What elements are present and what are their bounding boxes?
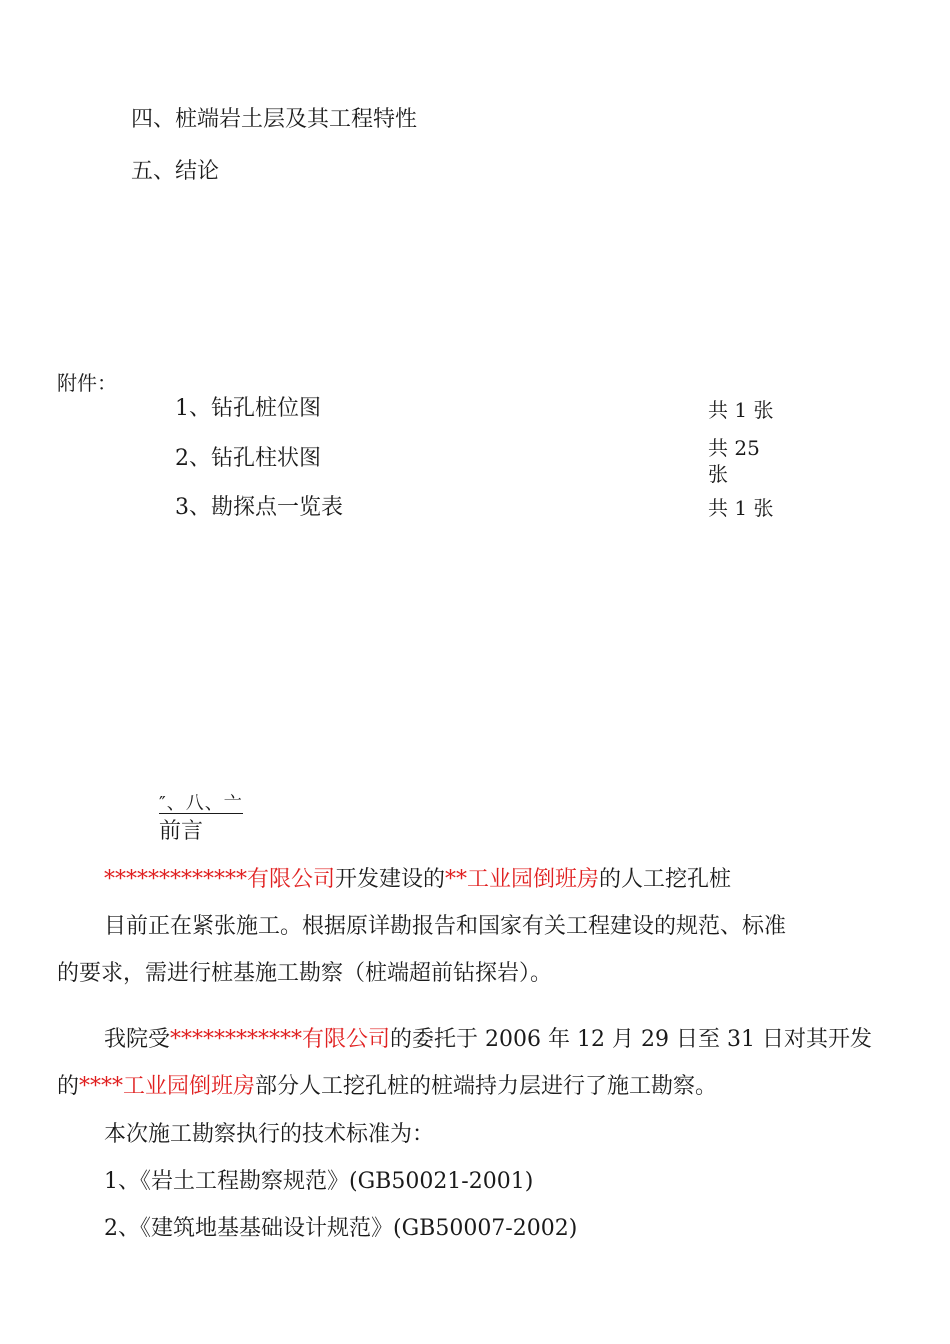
standard-item-2: 2、《建筑地基基础设计规范》(GB50007-2002) [104,1216,578,1241]
paragraph-text: 我院受 [104,1027,171,1052]
paragraph-text: 的 [57,1074,80,1099]
paragraph-text: 开发建设的 [335,867,446,892]
section-header-mark: ″、八、亠 [159,793,243,814]
paragraph-text: 部分人工挖孔桩的桩端持力层进行了施工勘察。 [255,1074,718,1099]
attachment-name-3: 3、勘探点一览表 [175,495,343,520]
paragraph-2-line-1 [104,1026,872,1054]
client-company-name: ************有限公司 [170,1027,391,1052]
toc-item-5: 五、结论 [131,159,220,184]
toc-item-4: 四、桩端岩土层及其工程特性 [131,107,418,132]
section-title: 前言 [159,819,204,844]
paragraph-1-line-2: 目前正在紧张施工。根据原详勘报告和国家有关工程建设的规范、标准 [104,914,787,939]
paragraph-3: 本次施工勘察执行的技术标准为： [104,1122,435,1147]
paragraph-text: 的人工挖孔桩 [599,867,732,892]
paragraph-1-line-1 [104,866,731,894]
project-name: **工业园倒班房 [445,867,600,892]
client-company-name: *************有限公司 [104,867,336,892]
paragraph-1-line-3: 的要求，需进行桩基施工勘察（桩端超前钻探岩）。 [57,961,553,986]
attachment-count-1: 共 1 张 [708,398,774,422]
attachment-count-3: 共 1 张 [708,496,774,520]
project-name: ****工业园倒班房 [79,1074,256,1099]
attachment-name-1: 1、钻孔桩位图 [175,396,321,421]
paragraph-2-line-2 [57,1073,717,1101]
standard-item-1: 1、《岩土工程勘察规范》(GB50021-2001) [104,1169,534,1194]
paragraph-text: 的委托于 2006 年 12 月 29 日至 31 日对其开发 [390,1027,872,1052]
attachment-name-2: 2、钻孔柱状图 [175,446,321,471]
attachment-count-2-line1: 共 25 [708,436,760,460]
attachments-title: 附件： [57,371,117,395]
attachment-count-2-line2: 张 [708,462,728,486]
